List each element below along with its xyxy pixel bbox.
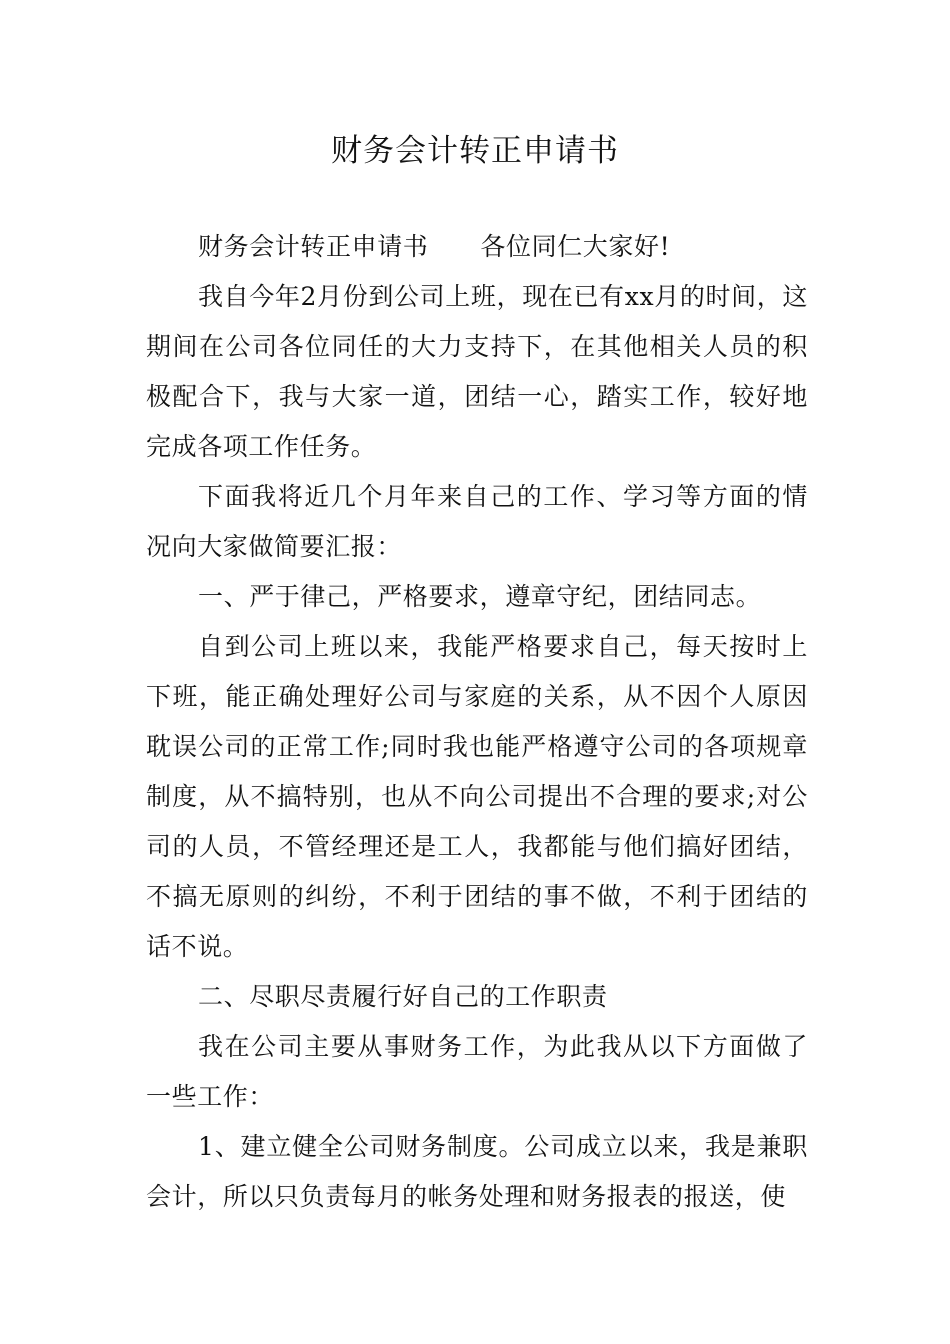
document-title: 财务会计转正申请书 <box>331 133 619 169</box>
paragraph: 1、建立健全公司财务制度。公司成立以来，我是兼职会计，所以只负责每月的帐务处理和财务报表的报送，使 <box>146 1132 808 1211</box>
paragraph: 我自今年2月份到公司上班，现在已有xx月的时间，这期间在公司各位同任的大力支持下，在其他相关人员的积极配合下，我与大家一道，团结一心，踏实工作，较好地完成各项工作任务。 <box>146 282 808 461</box>
paragraph: 下面我将近几个月年来自己的工作、学习等方面的情况向大家做简要汇报： <box>146 482 808 561</box>
section-heading: 二、尽职尽责履行好自己的工作职责 <box>198 982 608 1011</box>
paragraph: 自到公司上班以来，我能严格要求自己，每天按时上下班，能正确处理好公司与家庭的关系，从不因个人原因耽误公司的正常工作;同时我也能严格遵守公司的各项规章制度，从不搞特别，也从不向公司提出不合理的要求;对公司的人员，不管经理还是工人，我都能与他们搞好团结，不搞无原则的纠纷，不利于团结的事不做，不利于团结的话不说。 <box>146 632 808 961</box>
greeting-line <box>146 222 808 272</box>
greeting-heading: 财务会计转正申请书 <box>198 232 429 261</box>
section-heading: 一、严于律己，严格要求，遵章守纪，团结同志。 <box>198 582 762 611</box>
paragraph: 我在公司主要从事财务工作，为此我从以下方面做了一些工作： <box>146 1032 808 1111</box>
document-body <box>146 222 808 1222</box>
greeting-salutation: 各位同仁大家好! <box>480 232 671 261</box>
